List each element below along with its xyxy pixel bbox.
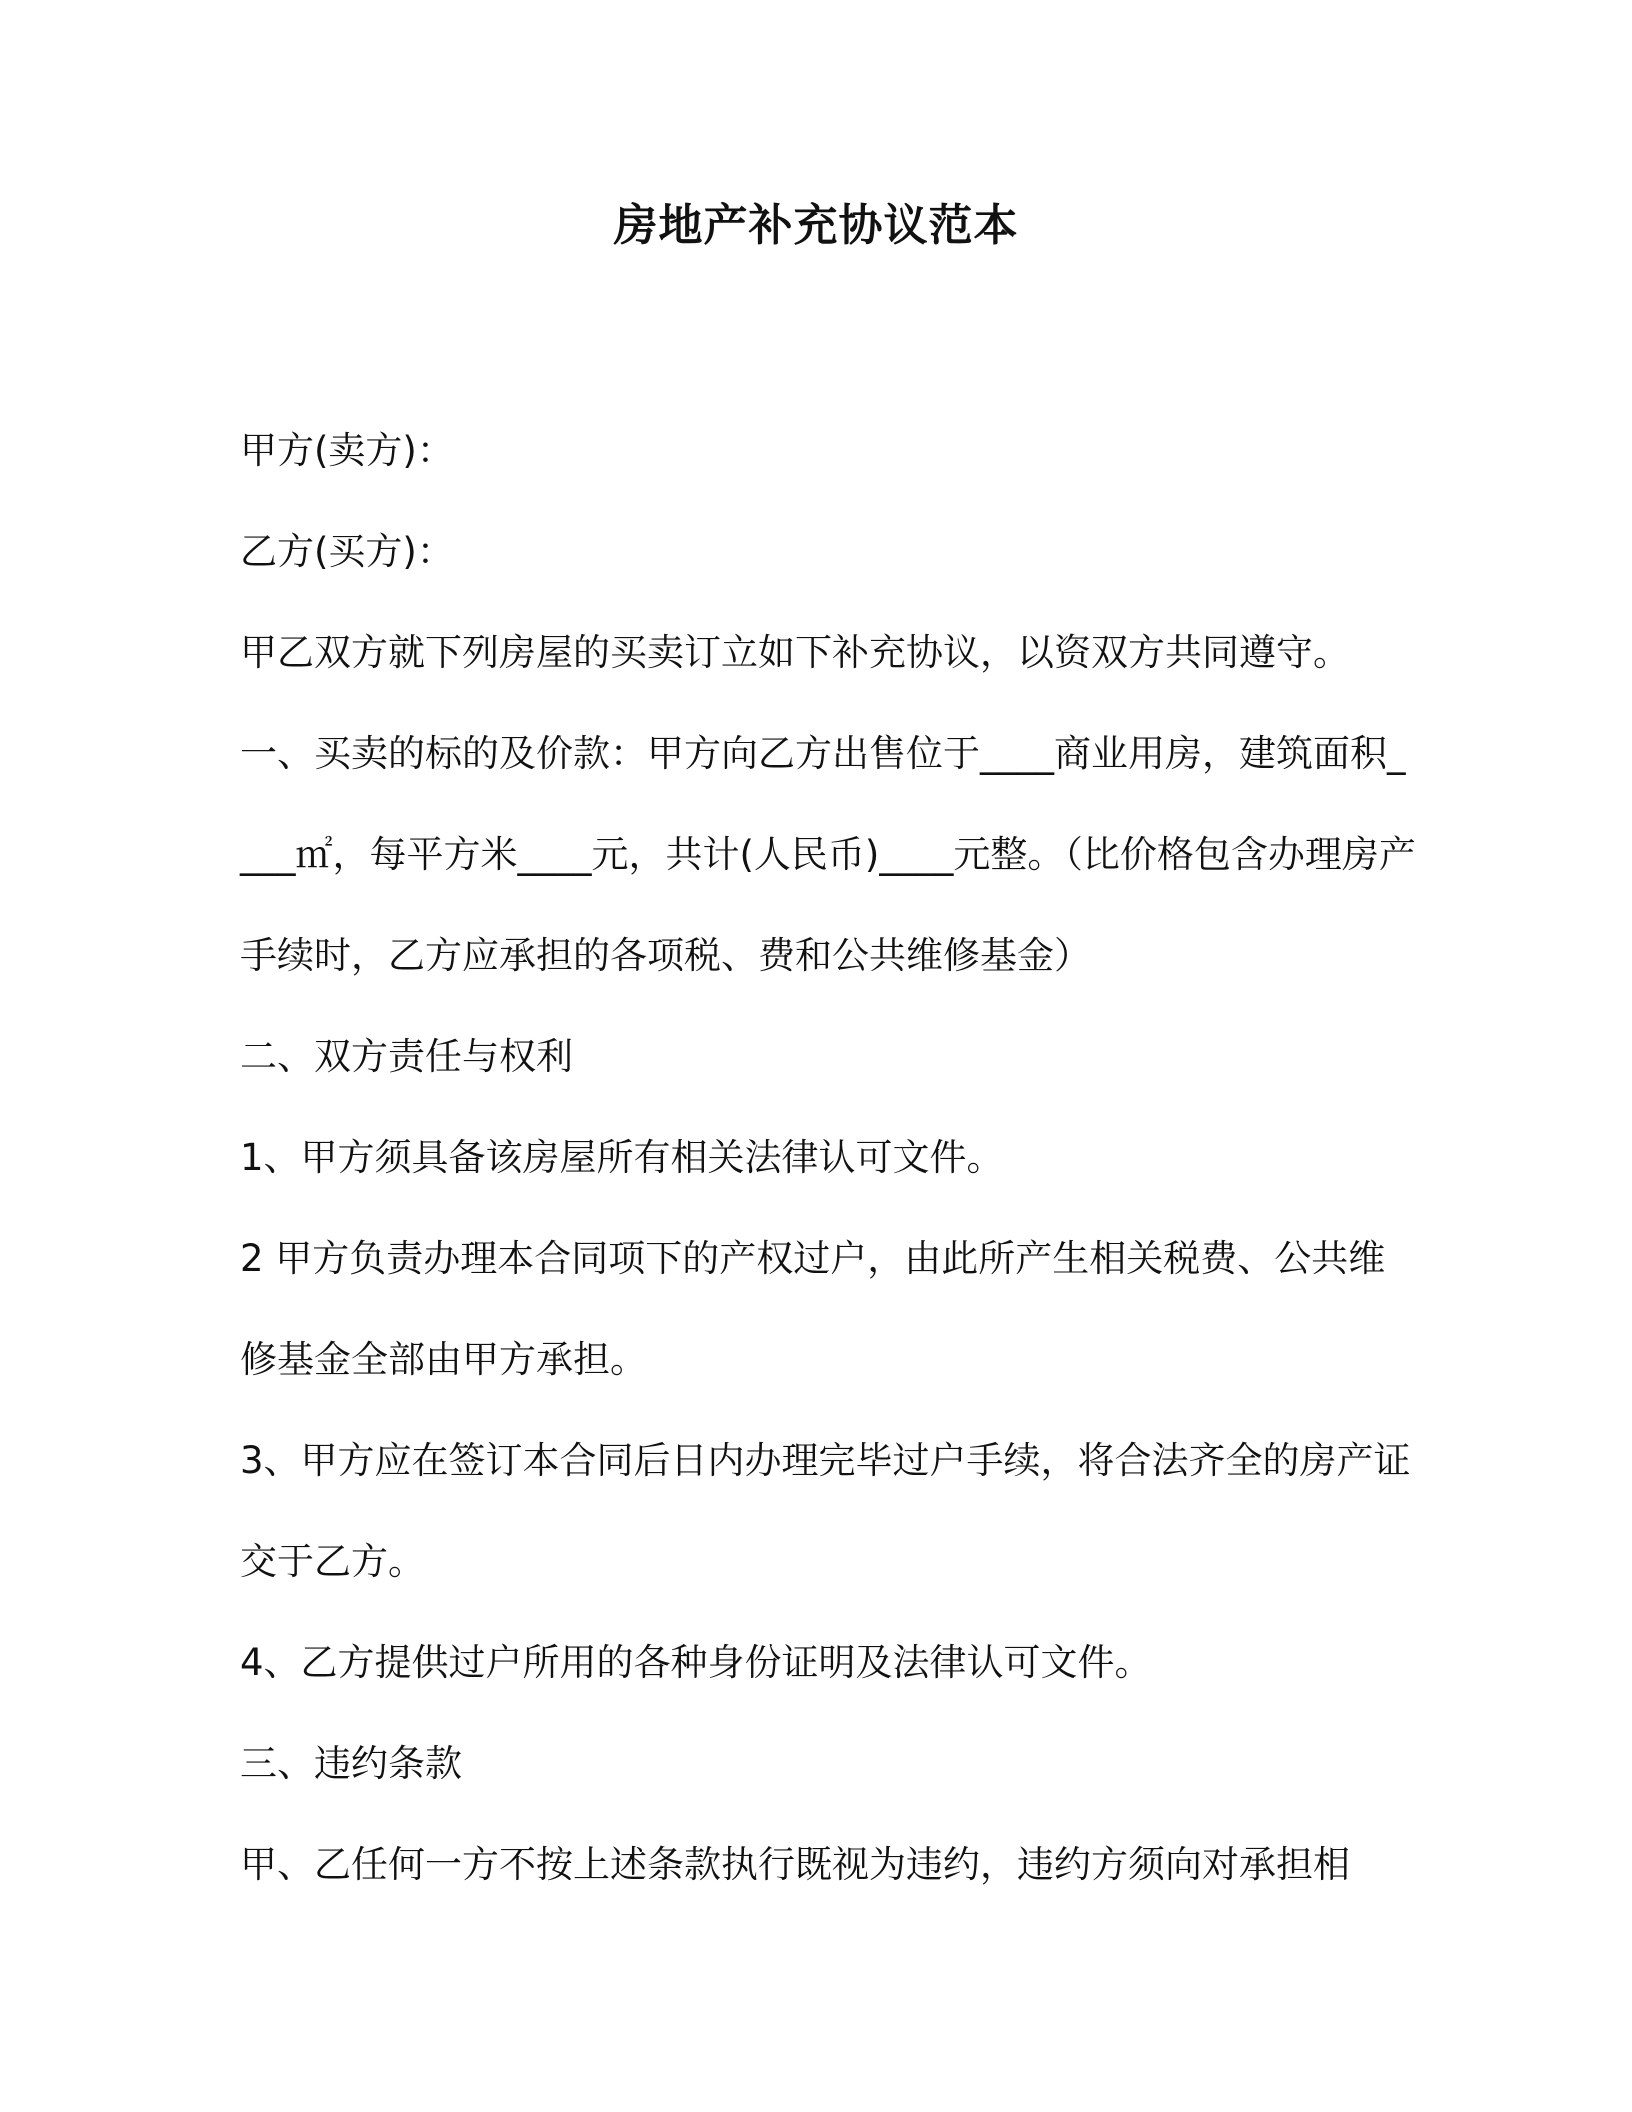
clause-1-subject-and-price: 一、买卖的标的及价款：甲方向乙方出售位于____商业用房，建筑面积____㎡，每平方米____元，共计(人民币)____元整。（比价格包含办理房产手续时，乙方应承担的各项税、费和公共维修基金）: [240, 732, 1416, 977]
document-title: 房地产补充协议范本: [613, 200, 1019, 251]
party-a-seller: 甲方(卖方)：: [240, 429, 454, 472]
clause-2-item-4: 4、乙方提供过户所用的各种身份证明及法律认可文件。: [240, 1641, 1152, 1684]
party-b-buyer: 乙方(买方)：: [240, 530, 454, 573]
clause-2-item-2: 2 甲方负责办理本合同项下的产权过户，由此所产生相关税费、公共维修基金全部由甲方承担。: [240, 1237, 1386, 1381]
intro-paragraph: 甲乙双方就下列房屋的买卖订立如下补充协议，以资双方共同遵守。: [240, 631, 1350, 674]
clause-3-heading: 三、违约条款: [240, 1742, 462, 1785]
clause-3-paragraph: 甲、乙任何一方不按上述条款执行既视为违约，违约方须向对承担相: [240, 1843, 1350, 1886]
clause-2-item-1: 1、甲方须具备该房屋所有相关法律认可文件。: [240, 1136, 1004, 1179]
clause-2-item-3: 3、甲方应在签订本合同后日内办理完毕过户手续，将合法齐全的房产证交于乙方。: [240, 1439, 1411, 1583]
clause-2-heading: 二、双方责任与权利: [240, 1035, 573, 1078]
